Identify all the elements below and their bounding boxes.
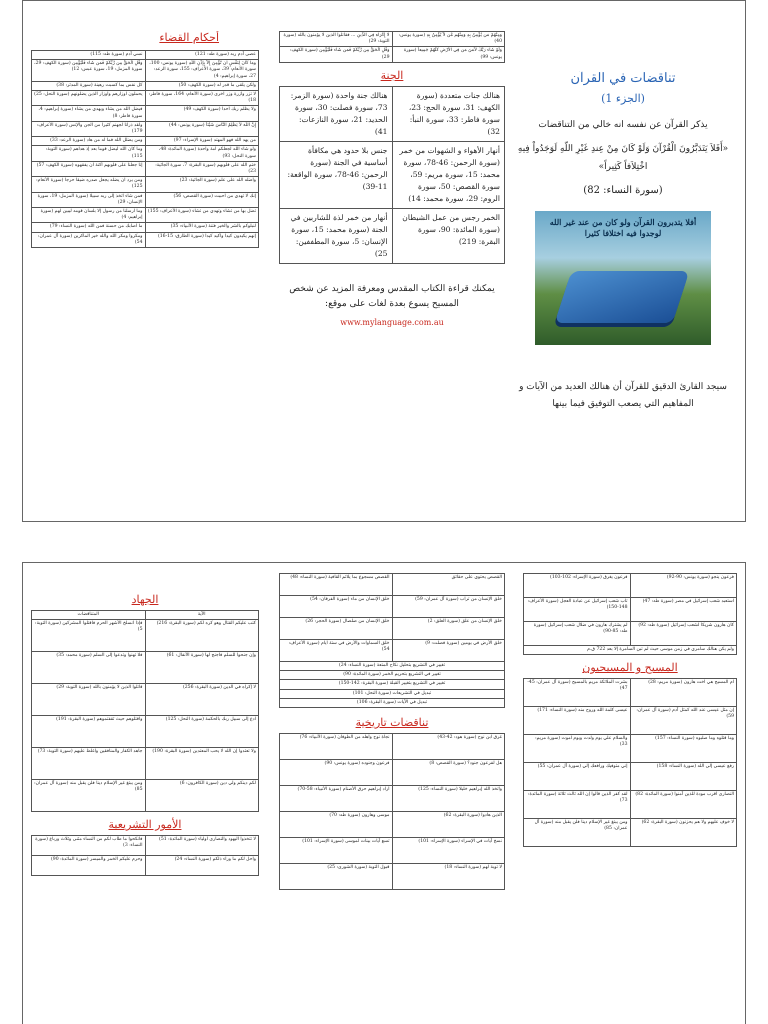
table-row bbox=[32, 137, 259, 146]
cell-verse: لكم دينكم ولي دين (سورة الكافرون: 6) bbox=[145, 780, 259, 812]
cell-contradiction: خلق السماوات والأرض في ستة أيام (سورة الأعراف: 54) bbox=[280, 640, 393, 662]
cell-verse: أم المسيح هي أخت هارون (سورة مريم: 28) bbox=[630, 679, 737, 707]
cell-contradiction: إني متوفيك ورافعك إلي (سورة آل عمران: 55) bbox=[524, 763, 631, 791]
table-row bbox=[280, 786, 505, 812]
cell-contradiction: فانكحوا ما طاب لكم من النساء مثنى وثلاث ورباع (سورة النساء: 3) bbox=[32, 836, 146, 856]
cell-contradiction: أنهار من خمر لذة للشاربين في الجنة (سورة محمد: 15، سورة الإنسان: 5، سورة المطففين: 25) bbox=[280, 208, 393, 263]
cell-verse: وَلَوْ شَاء رَبُّكَ لآمَنَ مَن فِي الأَرْضِ كُلُّهُمْ جَمِيعاً (سورة يونس: 99) bbox=[392, 47, 505, 62]
cell-verse: وَمِنْهُمْ مَن يُؤْمِنُ بِهِ وَمِنْهُم مَّن لاَّ يُؤْمِنُ بِهِ (سورة يونس: 40) bbox=[392, 32, 505, 47]
cell-contradiction: قبول التوبة (سورة الشورى: 25) bbox=[280, 864, 393, 890]
judgment-table bbox=[31, 50, 259, 248]
table-row bbox=[280, 662, 505, 671]
table-row bbox=[280, 698, 505, 707]
cell-contradiction: واقتلوهم حيث ثقفتموهم (سورة البقرة: 191) bbox=[32, 716, 146, 748]
table-row bbox=[524, 598, 737, 622]
cell-verse: خلق الإنسان من تراب (سورة آل عمران: 59) bbox=[392, 596, 505, 618]
table-row bbox=[524, 819, 737, 847]
cell-contradiction: كل نفس بما كسبت رهينة (سورة المدثر: 38) bbox=[32, 81, 146, 90]
table-row bbox=[32, 91, 259, 106]
christ-table bbox=[523, 678, 737, 847]
cell-contradiction: قاتلوا الذين لا يؤمنون بالله (سورة التوبة: 29) bbox=[32, 684, 146, 716]
cell-contradiction: جاهد الكفار والمنافقين واغلظ عليهم (سورة التوبة: 73) bbox=[32, 748, 146, 780]
cell-verse: لا خوف عليهم ولا هم يحزنون (سورة البقرة: 62) bbox=[630, 819, 737, 847]
cell-verse: كان هارون شريكا لشعب إسرائيل (سورة طه: 92) bbox=[630, 622, 737, 646]
cell-contradiction: ومن يرد أن يضله يجعل صدره ضيقا حرجا (سورة الأنعام: 125) bbox=[32, 177, 146, 192]
table-row bbox=[32, 60, 259, 82]
table-row bbox=[32, 121, 259, 136]
table-row bbox=[524, 707, 737, 735]
cover-closing: سيجد القارئ الدقيق للقرآن أن هنالك العديد من الآيات و المفاهيم التي يصعب التوفيق فيما بينها bbox=[519, 382, 727, 409]
table-row bbox=[32, 652, 259, 684]
website-link[interactable]: www.mylanguage.com.au bbox=[340, 317, 444, 327]
cell-verse: القصص يحتوي على حقائق bbox=[392, 574, 505, 596]
cell-verse: وإن جنحوا للسلم فاجنح لها (سورة الأنفال: 61) bbox=[145, 652, 259, 684]
cell-contradiction: ومكروا ومكر الله والله خير الماكرين (سورة آل عمران: 54) bbox=[32, 232, 146, 247]
cell-verse: هل لفرعون جنود؟ (سورة القصص: 8) bbox=[392, 760, 505, 786]
cell-verse: إنك لا تهدي من أحببت (سورة القصص: 56) bbox=[145, 192, 259, 207]
cell-verse: رفع عيسى إلى الله (سورة النساء: 158) bbox=[630, 763, 737, 791]
cell-contradiction: جنس بلا حدود هي مكافأة أساسية في الجنة (سورة الرحمن: 46-78، سورة الواقعة: 11-39) bbox=[280, 141, 393, 208]
cell-contradiction: فرعون يغرق (سورة الإسراء: 102-103) bbox=[524, 574, 631, 598]
table-row bbox=[524, 622, 737, 646]
table-row bbox=[280, 596, 505, 618]
cell-verse: لا تتخذوا اليهود والنصارى أولياء (سورة المائدة: 51) bbox=[145, 836, 259, 856]
column-judgment bbox=[31, 31, 259, 501]
column-header-contradictions: المتناقضات bbox=[32, 611, 146, 620]
cell-line: تبديل في الآيات (سورة البقرة: 106) bbox=[280, 698, 505, 707]
table-row bbox=[280, 640, 505, 662]
table-row bbox=[32, 208, 259, 223]
table-row bbox=[32, 106, 259, 121]
section-heading-history: تناقضات تاريخية bbox=[355, 716, 429, 730]
samaritan-note: ولم يكن هنالك سامري في زمن موسى حيث لم تبن السامرة إلا بعد 722 ق.م bbox=[523, 646, 737, 655]
table-row bbox=[280, 208, 505, 263]
table-row bbox=[524, 574, 737, 598]
website-note: يمكنك قراءة الكتاب المقدس ومعرفة المزيد عن شخص المسيح يسوع بعدة لغات على موقع: bbox=[289, 283, 495, 309]
column-paradise bbox=[279, 31, 505, 501]
table-row bbox=[524, 791, 737, 819]
section-heading-christ: المسيح و المسيحيون bbox=[582, 661, 678, 675]
cell-verse: غرق ابن نوح (سورة هود: 42-43) bbox=[392, 734, 505, 760]
cell-contradiction: والسلام علي يوم ولدت ويوم أموت (سورة مريم: 33) bbox=[524, 735, 631, 763]
jihad-table bbox=[31, 610, 259, 812]
section-heading-legislation: الأمور التشريعية bbox=[108, 818, 182, 832]
table-row bbox=[32, 192, 259, 207]
cell-contradiction: عيسى كلمة الله وروح منه (سورة النساء: 171) bbox=[524, 707, 631, 735]
image-caption: أفلا يتدبرون القرآن ولو كان من عند غير الله لوجدوا فيه اختلافا كثيرا bbox=[549, 217, 697, 238]
table-row bbox=[524, 735, 737, 763]
cell-contradiction: وحرم عليكم الخمر والميسر (سورة المائدة: 90) bbox=[32, 856, 146, 876]
cell-verse: لا تزر وازرة وزر أخرى (سورة الأنعام: 164، سورة فاطر: 18) bbox=[145, 91, 259, 106]
brochure-page-2 bbox=[22, 562, 746, 1024]
cell-contradiction: موسى وهارون (سورة طه: 70) bbox=[280, 812, 393, 838]
table-row bbox=[32, 716, 259, 748]
cell-verse: ولا تعتدوا إن الله لا يحب المعتدين (سورة البقرة: 190) bbox=[145, 748, 259, 780]
cell-verse: واتخذ الله إبراهيم خليلا (سورة النساء: 125) bbox=[392, 786, 505, 812]
brochure-page-1 bbox=[22, 0, 746, 522]
table-row bbox=[32, 780, 259, 812]
cover-part: (الجزء 1) bbox=[601, 92, 645, 105]
table-row bbox=[280, 86, 505, 141]
cell-verse: كتب عليكم القتال وهو كره لكم (سورة البقرة: 216) bbox=[145, 620, 259, 652]
cell-verse: وأحل لكم ما وراء ذلكم (سورة النساء: 24) bbox=[145, 856, 259, 876]
cell-verse: وما قتلوه وما صلبوه (سورة النساء: 157) bbox=[630, 735, 737, 763]
column-history bbox=[279, 573, 505, 1024]
cell-contradiction: يحملون أوزارهم وأوزار الذين يضلونهم (سورة النحل: 25) bbox=[32, 91, 146, 106]
table-row bbox=[524, 679, 737, 707]
cell-verse: إِنَّ اللَّهَ لاَ يَظْلِمُ النَّاسَ شَيْئاً (سورة يونس: 44) bbox=[145, 121, 259, 136]
cell-verse: تضل بها من تشاء وتهدي من تشاء (سورة الأعراف: 155) bbox=[145, 208, 259, 223]
table-row bbox=[32, 81, 259, 90]
cell-contradiction: وَقُلِ الْحَقُّ مِن رَّبِّكُمْ فَمَن شَاء فَلْيُؤْمِن (سورة الكهف: 29، سورة المزمل: 19، سورة عبس: 12) bbox=[32, 60, 146, 82]
cell-contradiction: تسع آيات بينات لموسى (سورة الإسراء: 101) bbox=[280, 838, 393, 864]
table-row bbox=[280, 734, 505, 760]
cell-contradiction: وما أرسلنا من رسول إلا بلسان قومه ليبين لهم (سورة إبراهيم: 4) bbox=[32, 208, 146, 223]
cell-verse: ولو شاء الله لجعلكم أمة واحدة (سورة المائدة: 48، سورة النحل: 93) bbox=[145, 146, 259, 161]
legislation-change-table bbox=[279, 661, 505, 708]
cell-contradiction: وَقُلِ الْحَقُّ مِن رَّبِّكُمْ فَمَن شَاء فَلْيُؤْمِن (سورة الكهف: 29) bbox=[280, 47, 393, 62]
table-row bbox=[32, 146, 259, 161]
table-row bbox=[32, 684, 259, 716]
cell-line: تغيير في التشريع بتحريم الخمر (سورة المائدة: 90) bbox=[280, 671, 505, 680]
cell-contradiction: إنا جعلنا على قلوبهم أكنة أن يفقهوه (سورة الكهف: 57) bbox=[32, 161, 146, 176]
cell-contradiction: فلا تهنوا وتدعوا إلى السلم (سورة محمد: 35) bbox=[32, 652, 146, 684]
column-header-verse: الآية bbox=[145, 611, 259, 620]
cell-verse: لا توبة لهم (سورة النساء: 18) bbox=[392, 864, 505, 890]
cell-contradiction: فمن شاء اتخذ إلى ربه سبيلا (سورة المزمل: 19، سورة الإنسان: 29) bbox=[32, 192, 146, 207]
cover-verse: «أَفَلاَ يَتَدَبَّرُونَ الْقُرْآنَ وَلَوْ كَانَ مِنْ عِندِ غَيْرِ اللّهِ لَوَجَدُواْ فِيهِ اخْتِلاَفاً كَثِيراً» bbox=[517, 144, 729, 172]
cell-contradiction: فيضل الله من يشاء ويهدي من يشاء (سورة إبراهيم: 4، سورة فاطر: 8) bbox=[32, 106, 146, 121]
israel-table bbox=[523, 573, 737, 646]
table-row bbox=[32, 836, 259, 856]
cell-contradiction: وما كان الله ليضل قوما بعد إذ هداهم (سورة التوبة: 115) bbox=[32, 146, 146, 161]
cell-verse: لا إكراه في الدين (سورة البقرة: 256) bbox=[145, 684, 259, 716]
paradise-pre-table bbox=[279, 31, 505, 63]
cell-contradiction: ومن يبتغ غير الإسلام دينا فلن يقبل منه (سورة آل عمران: 85) bbox=[524, 819, 631, 847]
quran-image bbox=[535, 211, 711, 345]
cell-verse: خلق الإنسان من علق (سورة العلق: 2) bbox=[392, 618, 505, 640]
cell-verse: فرعون ينجو (سورة يونس: 90-92) bbox=[630, 574, 737, 598]
cell-line: تغيير في التشريع بتحليل نكاح المتعة (سورة النساء: 24) bbox=[280, 662, 505, 671]
cell-verse: ختم الله على قلوبهم (سورة البقرة: 7، سورة الجاثية: 23) bbox=[145, 161, 259, 176]
cell-verse: خلق الأرض في يومين (سورة فصلت: 9) bbox=[392, 640, 505, 662]
cell-verse: عصى آدم ربه (سورة طه: 121) bbox=[145, 51, 259, 60]
table-row bbox=[32, 620, 259, 652]
cell-contradiction: بشرت الملائكة مريم بالمسيح (سورة آل عمران: 45-47) bbox=[524, 679, 631, 707]
cell-contradiction: نجاة نوح وأهله من الطوفان (سورة الأنبياء: 76) bbox=[280, 734, 393, 760]
cell-contradiction: أراد إبراهيم حرق الأصنام (سورة الأنبياء: 58-70) bbox=[280, 786, 393, 812]
cell-contradiction: ومن يبتغ غير الإسلام دينا فلن يقبل منه (سورة آل عمران: 85) bbox=[32, 780, 146, 812]
history-table bbox=[279, 733, 505, 890]
table-row bbox=[280, 671, 505, 680]
cell-verse: الخمر رجس من عمل الشيطان (سورة المائدة: 90، سورة البقرة: 219) bbox=[392, 208, 505, 263]
cell-verse: استعبد شعب إسرائيل في مصر (سورة طه: 47) bbox=[630, 598, 737, 622]
table-row bbox=[32, 223, 259, 232]
table-row bbox=[280, 32, 505, 47]
cell-contradiction: ما أصابك من حسنة فمن الله (سورة النساء: 79) bbox=[32, 223, 146, 232]
section-heading-paradise: الجنة bbox=[380, 68, 404, 82]
book-icon bbox=[555, 271, 690, 323]
cell-verse: الذين هادوا (سورة البقرة: 62) bbox=[392, 812, 505, 838]
cell-contradiction: لا إِكْرَاهَ فِي الدِّينِ ... فقاتلوا الذين لا يؤمنون بالله (سورة التوبة: 29) bbox=[280, 32, 393, 47]
cell-verse: نسخ آيات في الإسراء (سورة الإسراء: 101) bbox=[392, 838, 505, 864]
cell-verse: ولكن يلقى ما قدر له (سورة الكهف: 50) bbox=[145, 81, 259, 90]
column-cover bbox=[513, 71, 733, 511]
cell-verse: أنهار الأهواء و الشهوات من خمر (سورة الرحمن: 46-78، سورة محمد: 15، سورة مريم: 59، سورة القصص: 50، سورة الروم: 29، سورة محمد: 14) bbox=[392, 141, 505, 208]
history-pre-table bbox=[279, 573, 505, 662]
cell-contradiction: لم يشترك هارون في ضلال شعب إسرائيل (سورة طه: 85-90) bbox=[524, 622, 631, 646]
cell-verse: لنبلوكم بالشر والخير فتنة (سورة الأنبياء: 35) bbox=[145, 223, 259, 232]
legislation-table bbox=[31, 835, 259, 876]
table-row bbox=[280, 47, 505, 62]
cell-contradiction: فإذا انسلخ الأشهر الحرم فاقتلوا المشركين (سورة التوبة: 5) bbox=[32, 620, 146, 652]
cell-verse: هنالك جنات متعددة (سورة الكهف: 31، سورة الحج: 23، سورة فاطر: 33، سورة النبأ: 32) bbox=[392, 86, 505, 141]
table-header-row bbox=[32, 611, 259, 620]
cell-contradiction: لقد كفر الذين قالوا إن الله ثالث ثلاثة (سورة المائدة: 73) bbox=[524, 791, 631, 819]
cell-verse: ادع إلى سبيل ربك بالحكمة (سورة النحل: 125) bbox=[145, 716, 259, 748]
section-heading-jihad: الجهاد bbox=[131, 593, 159, 606]
table-row bbox=[280, 689, 505, 698]
cell-contradiction: هنالك جنة واحدة (سورة الزمر: 73، سورة فصلت: 30، سورة الحديد: 21، سورة النازعات: 41) bbox=[280, 86, 393, 141]
table-row bbox=[280, 864, 505, 890]
table-row bbox=[32, 856, 259, 876]
cell-contradiction: ومن يضلل الله فما له من هاد (سورة الرعد: 33) bbox=[32, 137, 146, 146]
cover-verse-reference: (سورة النساء: 82) bbox=[583, 185, 663, 196]
cell-contradiction: القصص مسجوع بما يلائم القافية (سورة النساء: 48) bbox=[280, 574, 393, 596]
cell-contradiction: خلق الإنسان من ماء (سورة الفرقان: 54) bbox=[280, 596, 393, 618]
cell-line: تغيير في التشريع بتغيير القبلة (سورة البقرة: 142-150) bbox=[280, 680, 505, 689]
cell-verse: ولا يظلم ربك أحدا (سورة الكهف: 49) bbox=[145, 106, 259, 121]
cell-contradiction: ولقد ذرأنا لجهنم كثيرا من الجن والإنس (سورة الأعراف: 179) bbox=[32, 121, 146, 136]
table-row bbox=[280, 574, 505, 596]
table-row bbox=[32, 161, 259, 176]
table-row bbox=[32, 748, 259, 780]
cover-title: تناقضات في القرآن bbox=[570, 71, 676, 86]
cell-contradiction: فرعون وجنوده (سورة يونس: 90) bbox=[280, 760, 393, 786]
table-row bbox=[32, 177, 259, 192]
cell-verse: النصارى أقرب مودة للذين آمنوا (سورة المائدة: 82) bbox=[630, 791, 737, 819]
table-row bbox=[280, 812, 505, 838]
table-row bbox=[32, 232, 259, 247]
cell-contradiction: نسي آدم (سورة طه: 115) bbox=[32, 51, 146, 60]
cell-verse: إن مثل عيسى عند الله كمثل آدم (سورة آل عمران: 59) bbox=[630, 707, 737, 735]
column-christ bbox=[523, 573, 737, 1024]
cell-contradiction: خلق الإنسان من صلصال (سورة الحجر: 26) bbox=[280, 618, 393, 640]
table-row bbox=[280, 618, 505, 640]
cell-verse: وأضله الله على علم (سورة الجاثية: 23) bbox=[145, 177, 259, 192]
table-row bbox=[280, 760, 505, 786]
section-heading-judgment: أحكام القضاء bbox=[159, 31, 219, 44]
cell-contradiction: تاب شعب إسرائيل عن عبادة العجل (سورة الأعراف: 148-150) bbox=[524, 598, 631, 622]
table-row bbox=[524, 763, 737, 791]
column-jihad bbox=[31, 593, 259, 1024]
cell-line: تبديل في التشريعات (سورة النحل: 101) bbox=[280, 689, 505, 698]
cell-verse: ومَا كَانَ لِنَفْسٍ أَن تُؤْمِنَ إِلاَّ بِإِذْنِ اللَّهِ (سورة يونس: 100، سورة الأنعام: 39، سورة الأعراف: 155، سورة الرعد: 27، سورة إبراهيم: 4) bbox=[145, 60, 259, 82]
cover-intro: يذكر القرآن عن نفسه انه خالي من التناقضات bbox=[538, 120, 708, 130]
table-row bbox=[280, 838, 505, 864]
table-row bbox=[280, 141, 505, 208]
paradise-table bbox=[279, 86, 505, 264]
cell-verse: من يهد الله فهو المهتد (سورة الإسراء: 97) bbox=[145, 137, 259, 146]
cell-verse: إنهم يكيدون كيدا وأكيد كيدا (سورة الطارق: 15-16) bbox=[145, 232, 259, 247]
table-row bbox=[280, 680, 505, 689]
table-row bbox=[32, 51, 259, 60]
